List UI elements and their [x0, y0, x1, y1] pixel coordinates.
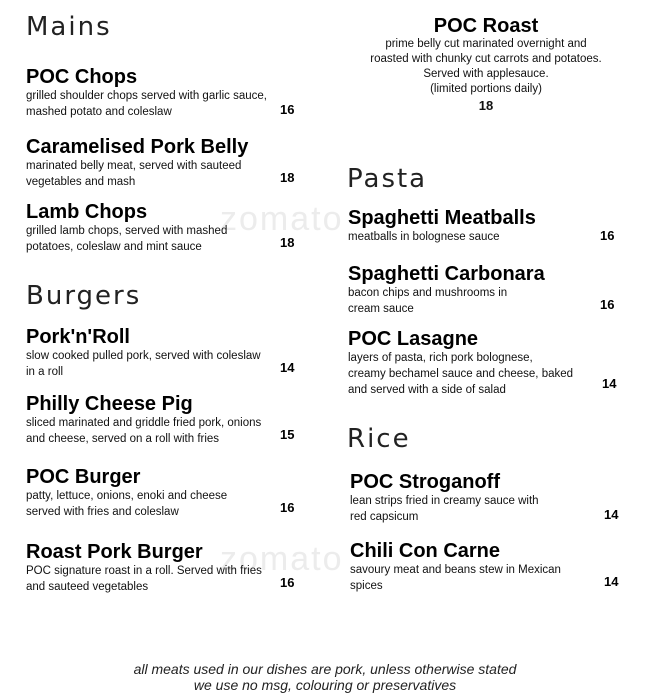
item-description: prime belly cut marinated overnight and [385, 38, 587, 50]
item-description: spices [350, 580, 383, 592]
item-price: 14 [604, 507, 619, 522]
menu-item [26, 136, 311, 190]
menu-item [348, 263, 628, 317]
item-name: POC Stroganoff [350, 471, 500, 493]
item-description: grilled shoulder chops served with garlic sauce, [26, 90, 267, 102]
item-price: 14 [280, 360, 295, 375]
menu-item [26, 326, 311, 380]
item-name: Chili Con Carne [350, 540, 501, 562]
watermark-text: zomato [220, 540, 344, 578]
watermark-text: zomato [220, 200, 344, 238]
footer-note: all meats used in our dishes are pork, unless otherwise stated [133, 661, 517, 677]
menu-item [26, 66, 311, 120]
menu-item [350, 471, 630, 525]
item-name: Spaghetti Carbonara [348, 263, 545, 285]
footer-note: we use no msg, colouring or preservatives [193, 677, 457, 693]
item-description: and cheese, served on a roll with fries [26, 433, 220, 445]
item-name: POC Burger [26, 466, 141, 488]
item-price: 15 [280, 427, 295, 442]
menu-item [26, 466, 311, 520]
item-name: Caramelised Pork Belly [26, 136, 249, 158]
item-name: Roast Pork Burger [26, 541, 203, 563]
item-price: 14 [604, 574, 619, 589]
item-description: roasted with chunky cut carrots and potatoes. [370, 53, 602, 65]
item-description: savoury meat and beans stew in Mexican [350, 564, 561, 576]
item-description: red capsicum [350, 511, 419, 523]
item-name: POC Roast [433, 15, 539, 37]
item-name: Philly Cheese Pig [26, 393, 193, 415]
item-description: (limited portions daily) [430, 83, 542, 95]
item-name: Pork'n'Roll [26, 326, 130, 348]
item-description: bacon chips and mushrooms in [348, 287, 508, 299]
section-title-rice: Rice [347, 424, 411, 454]
menu-item [348, 207, 628, 245]
item-description: marinated belly meat, served with sauteed [26, 160, 242, 172]
menu-item [26, 393, 311, 447]
menu-item-featured [345, 15, 627, 115]
item-price: 16 [280, 102, 295, 117]
item-description: mashed potato and coleslaw [26, 106, 172, 118]
item-price: 18 [280, 170, 295, 185]
item-description: lean strips fried in creamy sauce with [350, 495, 539, 507]
item-description: potatoes, coleslaw and mint sauce [26, 241, 202, 253]
menu-item [26, 541, 311, 595]
item-description: vegetables and mash [26, 176, 136, 188]
item-name: Spaghetti Meatballs [348, 207, 536, 229]
section-title-burgers: Burgers [26, 281, 142, 311]
item-price: 18 [478, 98, 494, 113]
item-description: and served with a side of salad [348, 384, 506, 396]
item-name: POC Lasagne [348, 328, 479, 350]
menu-item [26, 201, 311, 255]
menu-item [348, 328, 628, 398]
section-title-pasta: Pasta [347, 164, 428, 194]
item-description: cream sauce [348, 303, 414, 315]
item-description: POC signature roast in a roll. Served with fries [26, 565, 262, 577]
item-price: 18 [280, 235, 295, 250]
item-price: 16 [280, 500, 295, 515]
item-description: and sauteed vegetables [26, 581, 149, 593]
item-name: POC Chops [26, 66, 138, 88]
item-description: grilled lamb chops, served with mashed [26, 225, 228, 237]
item-price: 16 [280, 575, 295, 590]
item-description: slow cooked pulled pork, served with coleslaw [26, 350, 261, 362]
item-price: 16 [600, 297, 615, 312]
item-description: creamy bechamel sauce and cheese, baked [348, 368, 574, 380]
menu-item [350, 540, 630, 594]
item-price: 14 [602, 376, 617, 391]
item-description: meatballs in bolognese sauce [348, 231, 500, 243]
item-description: patty, lettuce, onions, enoki and cheese [26, 490, 228, 502]
item-description: Served with applesauce. [423, 68, 549, 80]
item-description: layers of pasta, rich pork bolognese, [348, 352, 533, 364]
section-title-mains: Mains [26, 12, 112, 42]
item-description: sliced marinated and griddle fried pork, onions [26, 417, 262, 429]
item-description: in a roll [26, 366, 64, 378]
item-name: Lamb Chops [26, 201, 148, 223]
item-description: served with fries and coleslaw [26, 506, 179, 518]
item-price: 16 [600, 228, 615, 243]
